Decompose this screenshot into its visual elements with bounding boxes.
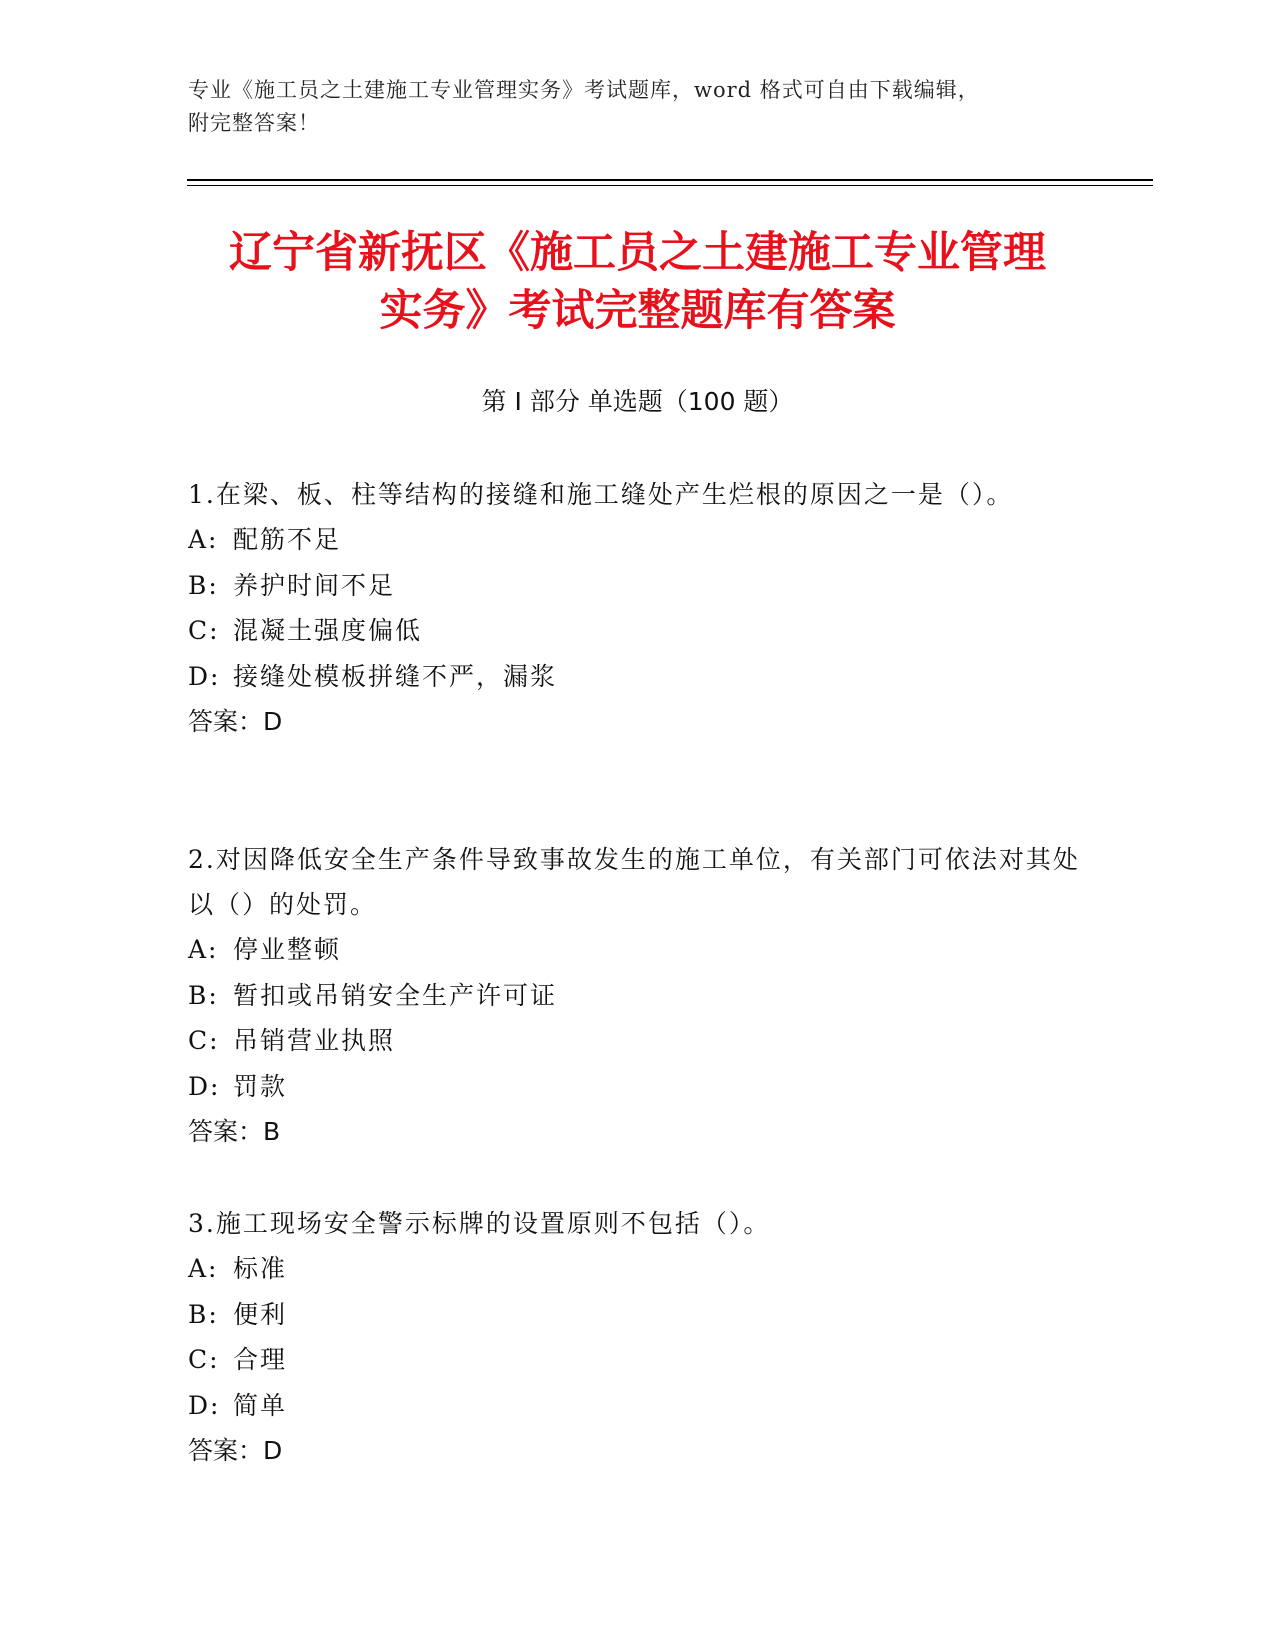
option-text: 混凝土强度偏低 xyxy=(233,616,423,645)
question-stem: 2.对因降低安全生产条件导致事故发生的施工单位，有关部门可依法对其处以（）的处罚。 xyxy=(188,845,1080,919)
option-a xyxy=(188,517,1088,563)
option-b xyxy=(188,973,1088,1019)
answer-line: 答案：D xyxy=(188,707,283,736)
document-header-note xyxy=(188,74,1088,140)
option-text: 接缝处模板拼缝不严，漏浆 xyxy=(233,661,558,691)
option-d xyxy=(188,1383,1088,1429)
option-c xyxy=(188,608,1088,654)
option-text: 罚款 xyxy=(233,1071,288,1101)
option-key: A: xyxy=(188,935,219,964)
option-text: 配筋不足 xyxy=(233,525,342,554)
option-text: 暂扣或吊销安全生产许可证 xyxy=(233,980,558,1010)
option-key: B: xyxy=(188,570,219,600)
header-note-line-2: 附完整答案！ xyxy=(188,111,320,135)
option-key: B: xyxy=(188,1299,219,1329)
option-text: 停业整顿 xyxy=(233,935,342,964)
option-text: 养护时间不足 xyxy=(233,570,396,600)
option-key: D: xyxy=(188,1390,221,1420)
option-key: C: xyxy=(188,1345,220,1374)
option-c xyxy=(188,1018,1088,1064)
option-key: B: xyxy=(188,980,219,1010)
option-key: C: xyxy=(188,616,220,645)
answer-line: 答案：D xyxy=(188,1436,283,1465)
question-item xyxy=(188,837,1088,1154)
option-a xyxy=(188,927,1088,973)
option-key: A: xyxy=(188,1254,219,1283)
question-item xyxy=(188,1201,1088,1473)
document-title-line-1: 辽宁省新抚区《施工员之土建施工专业管理 xyxy=(229,228,1046,278)
option-c xyxy=(188,1337,1088,1383)
option-text: 简单 xyxy=(233,1390,288,1420)
question-stem: 3.施工现场安全警示标牌的设置原则不包括（）。 xyxy=(188,1209,771,1238)
document-title-line-2: 实务》考试完整题库有答案 xyxy=(379,286,896,336)
question-item xyxy=(188,472,1088,744)
header-divider-thin xyxy=(187,185,1153,186)
option-d xyxy=(188,654,1088,700)
option-d xyxy=(188,1064,1088,1110)
option-b xyxy=(188,563,1088,609)
option-key: C: xyxy=(188,1026,220,1055)
option-key: D: xyxy=(188,661,221,691)
option-text: 吊销营业执照 xyxy=(233,1026,396,1055)
option-key: D: xyxy=(188,1071,221,1101)
section-heading: 第 I 部分 单选题（100 题） xyxy=(481,387,794,416)
header-divider-thick xyxy=(187,179,1153,181)
option-text: 标准 xyxy=(233,1254,288,1283)
question-stem: 1.在梁、板、柱等结构的接缝和施工缝处产生烂根的原因之一是（）。 xyxy=(188,480,1014,509)
option-b xyxy=(188,1292,1088,1338)
document-title xyxy=(0,224,1275,340)
option-a xyxy=(188,1246,1088,1292)
option-text: 合理 xyxy=(233,1345,288,1374)
header-note-line-1: 专业《施工员之土建施工专业管理实务》考试题库，word 格式可自由下载编辑， xyxy=(188,78,980,102)
option-text: 便利 xyxy=(233,1299,288,1329)
answer-line: 答案：B xyxy=(188,1117,281,1146)
option-key: A: xyxy=(188,525,219,554)
